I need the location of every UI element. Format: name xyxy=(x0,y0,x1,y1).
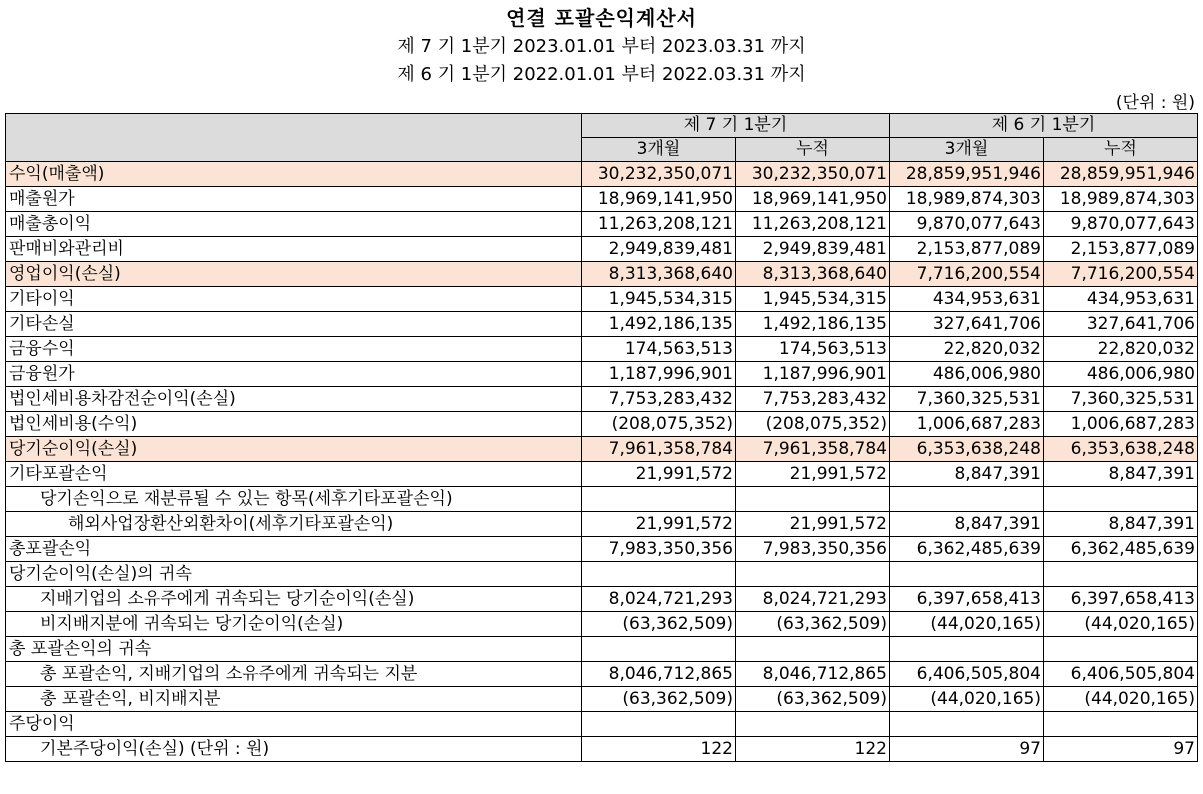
value-current-3month: 8,313,368,640 xyxy=(582,262,736,287)
period-prior: 제 6 기 1분기 2022.01.01 부터 2022.03.31 까지 xyxy=(397,64,806,85)
value-prior-cumulative: 6,353,638,248 xyxy=(1044,437,1198,462)
value-prior-cumulative: 22,820,032 xyxy=(1044,337,1198,362)
row-label: 영업이익(손실) xyxy=(6,262,582,287)
value-current-cumulative: (63,362,509) xyxy=(736,612,890,637)
value-prior-cumulative: (44,020,165) xyxy=(1044,612,1198,637)
value-current-3month xyxy=(582,562,736,587)
table-row xyxy=(6,512,1198,537)
value-prior-3month: 9,870,077,643 xyxy=(890,212,1044,237)
value-prior-3month: 6,362,485,639 xyxy=(890,537,1044,562)
value-prior-3month xyxy=(890,712,1044,737)
row-label: 매출원가 xyxy=(6,187,582,212)
value-current-cumulative: 21,991,572 xyxy=(736,462,890,487)
value-current-cumulative xyxy=(736,562,890,587)
value-current-3month: 2,949,839,481 xyxy=(582,237,736,262)
value-current-3month: 1,187,996,901 xyxy=(582,362,736,387)
value-prior-cumulative: 6,397,658,413 xyxy=(1044,587,1198,612)
row-label: 법인세비용(수익) xyxy=(6,412,582,437)
value-prior-cumulative: 6,362,485,639 xyxy=(1044,537,1198,562)
value-current-cumulative: 2,949,839,481 xyxy=(736,237,890,262)
row-label: 총 포괄손익, 비지배지분 xyxy=(6,687,582,712)
value-current-cumulative: 1,187,996,901 xyxy=(736,362,890,387)
table-row xyxy=(6,537,1198,562)
table-row xyxy=(6,562,1198,587)
row-label: 금융원가 xyxy=(6,362,582,387)
table-row xyxy=(6,437,1198,462)
row-label: 매출총이익 xyxy=(6,212,582,237)
value-current-cumulative: 18,969,141,950 xyxy=(736,187,890,212)
value-current-cumulative: 11,263,208,121 xyxy=(736,212,890,237)
value-prior-3month: 6,406,505,804 xyxy=(890,662,1044,687)
value-current-3month: 1,492,186,135 xyxy=(582,312,736,337)
value-current-cumulative: 21,991,572 xyxy=(736,512,890,537)
table-row xyxy=(6,637,1198,662)
value-current-3month: 174,563,513 xyxy=(582,337,736,362)
value-prior-3month: 327,641,706 xyxy=(890,312,1044,337)
row-label: 판매비와관리비 xyxy=(6,237,582,262)
row-label: 수익(매출액) xyxy=(6,162,582,187)
value-prior-3month xyxy=(890,487,1044,512)
row-label: 총 포괄손익, 지배기업의 소유주에게 귀속되는 지분 xyxy=(6,662,582,687)
table-row xyxy=(6,662,1198,687)
row-label: 총 포괄손익의 귀속 xyxy=(6,637,582,662)
table-row xyxy=(6,212,1198,237)
value-current-cumulative: 8,313,368,640 xyxy=(736,262,890,287)
value-current-3month xyxy=(582,712,736,737)
value-prior-cumulative: 7,360,325,531 xyxy=(1044,387,1198,412)
value-prior-cumulative: 2,153,877,089 xyxy=(1044,237,1198,262)
header-prior-cumulative: 누적 xyxy=(1044,138,1198,162)
row-label: 당기손익으로 재분류될 수 있는 항목(세후기타포괄손익) xyxy=(6,487,582,512)
value-current-3month: 18,969,141,950 xyxy=(582,187,736,212)
value-prior-cumulative xyxy=(1044,487,1198,512)
row-label: 총포괄손익 xyxy=(6,537,582,562)
value-current-cumulative: 1,945,534,315 xyxy=(736,287,890,312)
header-current-period: 제 7 기 1분기 xyxy=(582,114,890,138)
row-label: 기타포괄손익 xyxy=(6,462,582,487)
value-current-3month: 7,983,350,356 xyxy=(582,537,736,562)
header-account-cell xyxy=(6,114,582,162)
table-row xyxy=(6,262,1198,287)
value-current-cumulative: 8,024,721,293 xyxy=(736,587,890,612)
table-row xyxy=(6,487,1198,512)
value-prior-cumulative: 28,859,951,946 xyxy=(1044,162,1198,187)
value-prior-cumulative: 7,716,200,554 xyxy=(1044,262,1198,287)
value-current-3month: 11,263,208,121 xyxy=(582,212,736,237)
value-prior-3month xyxy=(890,637,1044,662)
row-label: 기본주당이익(손실) (단위 : 원) xyxy=(6,737,582,762)
value-current-3month: 21,991,572 xyxy=(582,512,736,537)
value-prior-3month: 8,847,391 xyxy=(890,462,1044,487)
value-current-cumulative: 7,961,358,784 xyxy=(736,437,890,462)
value-current-3month: 8,046,712,865 xyxy=(582,662,736,687)
value-current-cumulative xyxy=(736,712,890,737)
value-prior-3month: (44,020,165) xyxy=(890,612,1044,637)
header-prior-3month: 3개월 xyxy=(890,138,1044,162)
value-prior-3month: 97 xyxy=(890,737,1044,762)
value-prior-3month: 8,847,391 xyxy=(890,512,1044,537)
value-current-3month: 7,961,358,784 xyxy=(582,437,736,462)
header-row-periods xyxy=(6,114,1198,138)
value-current-cumulative: 122 xyxy=(736,737,890,762)
row-label: 금융수익 xyxy=(6,337,582,362)
table-row xyxy=(6,712,1198,737)
table-row xyxy=(6,337,1198,362)
value-current-3month: 30,232,350,071 xyxy=(582,162,736,187)
row-label: 기타손실 xyxy=(6,312,582,337)
table-row xyxy=(6,362,1198,387)
value-current-cumulative xyxy=(736,487,890,512)
row-label: 당기순이익(손실) xyxy=(6,437,582,462)
value-current-3month: (63,362,509) xyxy=(582,687,736,712)
value-prior-cumulative: 18,989,874,303 xyxy=(1044,187,1198,212)
table-row xyxy=(6,162,1198,187)
table-row xyxy=(6,737,1198,762)
unit-label: (단위 : 원) xyxy=(1115,93,1195,113)
value-prior-cumulative xyxy=(1044,562,1198,587)
value-prior-3month: 6,397,658,413 xyxy=(890,587,1044,612)
value-prior-3month: 6,353,638,248 xyxy=(890,437,1044,462)
value-prior-3month: 18,989,874,303 xyxy=(890,187,1044,212)
value-prior-3month: 7,360,325,531 xyxy=(890,387,1044,412)
statement-title: 연결 포괄손익계산서 xyxy=(506,6,697,30)
row-label: 기타이익 xyxy=(6,287,582,312)
value-prior-3month: 7,716,200,554 xyxy=(890,262,1044,287)
header-current-cumulative: 누적 xyxy=(736,138,890,162)
value-current-3month: 122 xyxy=(582,737,736,762)
row-label: 법인세비용차감전순이익(손실) xyxy=(6,387,582,412)
value-prior-cumulative: 97 xyxy=(1044,737,1198,762)
value-current-3month: 1,945,534,315 xyxy=(582,287,736,312)
table-row xyxy=(6,387,1198,412)
value-prior-cumulative: 327,641,706 xyxy=(1044,312,1198,337)
row-label: 지배기업의 소유주에게 귀속되는 당기순이익(손실) xyxy=(6,587,582,612)
value-prior-cumulative: 8,847,391 xyxy=(1044,512,1198,537)
table-row xyxy=(6,612,1198,637)
value-prior-cumulative: 1,006,687,283 xyxy=(1044,412,1198,437)
value-prior-cumulative: 6,406,505,804 xyxy=(1044,662,1198,687)
table-row xyxy=(6,187,1198,212)
table-body xyxy=(6,162,1198,762)
header-current-3month: 3개월 xyxy=(582,138,736,162)
value-current-3month: 21,991,572 xyxy=(582,462,736,487)
value-prior-cumulative: 434,953,631 xyxy=(1044,287,1198,312)
period-current: 제 7 기 1분기 2023.01.01 부터 2023.03.31 까지 xyxy=(397,36,806,57)
value-prior-cumulative xyxy=(1044,637,1198,662)
value-current-cumulative: 7,983,350,356 xyxy=(736,537,890,562)
value-prior-3month: 22,820,032 xyxy=(890,337,1044,362)
table-row xyxy=(6,287,1198,312)
row-label: 주당이익 xyxy=(6,712,582,737)
row-label: 당기순이익(손실)의 귀속 xyxy=(6,562,582,587)
value-current-3month: 7,753,283,432 xyxy=(582,387,736,412)
value-prior-cumulative xyxy=(1044,712,1198,737)
value-current-cumulative: 1,492,186,135 xyxy=(736,312,890,337)
value-current-3month xyxy=(582,637,736,662)
table-row xyxy=(6,687,1198,712)
table-row xyxy=(6,412,1198,437)
value-current-cumulative: (63,362,509) xyxy=(736,687,890,712)
table-row xyxy=(6,312,1198,337)
value-current-3month: 8,024,721,293 xyxy=(582,587,736,612)
value-prior-3month: 486,006,980 xyxy=(890,362,1044,387)
value-current-cumulative xyxy=(736,637,890,662)
value-prior-cumulative: 9,870,077,643 xyxy=(1044,212,1198,237)
row-label: 비지배지분에 귀속되는 당기순이익(손실) xyxy=(6,612,582,637)
value-prior-3month: 2,153,877,089 xyxy=(890,237,1044,262)
value-prior-cumulative: 486,006,980 xyxy=(1044,362,1198,387)
value-prior-cumulative: (44,020,165) xyxy=(1044,687,1198,712)
value-current-cumulative: (208,075,352) xyxy=(736,412,890,437)
income-statement-table xyxy=(5,113,1198,762)
value-current-cumulative: 174,563,513 xyxy=(736,337,890,362)
value-current-3month xyxy=(582,487,736,512)
value-prior-cumulative: 8,847,391 xyxy=(1044,462,1198,487)
header-prior-period: 제 6 기 1분기 xyxy=(890,114,1198,138)
table-row xyxy=(6,237,1198,262)
value-current-cumulative: 7,753,283,432 xyxy=(736,387,890,412)
value-current-3month: (63,362,509) xyxy=(582,612,736,637)
value-prior-3month xyxy=(890,562,1044,587)
value-prior-3month: (44,020,165) xyxy=(890,687,1044,712)
row-label: 해외사업장환산외환차이(세후기타포괄손익) xyxy=(6,512,582,537)
value-current-cumulative: 30,232,350,071 xyxy=(736,162,890,187)
value-current-cumulative: 8,046,712,865 xyxy=(736,662,890,687)
value-prior-3month: 434,953,631 xyxy=(890,287,1044,312)
table-row xyxy=(6,587,1198,612)
value-current-3month: (208,075,352) xyxy=(582,412,736,437)
table-row xyxy=(6,462,1198,487)
value-prior-3month: 28,859,951,946 xyxy=(890,162,1044,187)
value-prior-3month: 1,006,687,283 xyxy=(890,412,1044,437)
